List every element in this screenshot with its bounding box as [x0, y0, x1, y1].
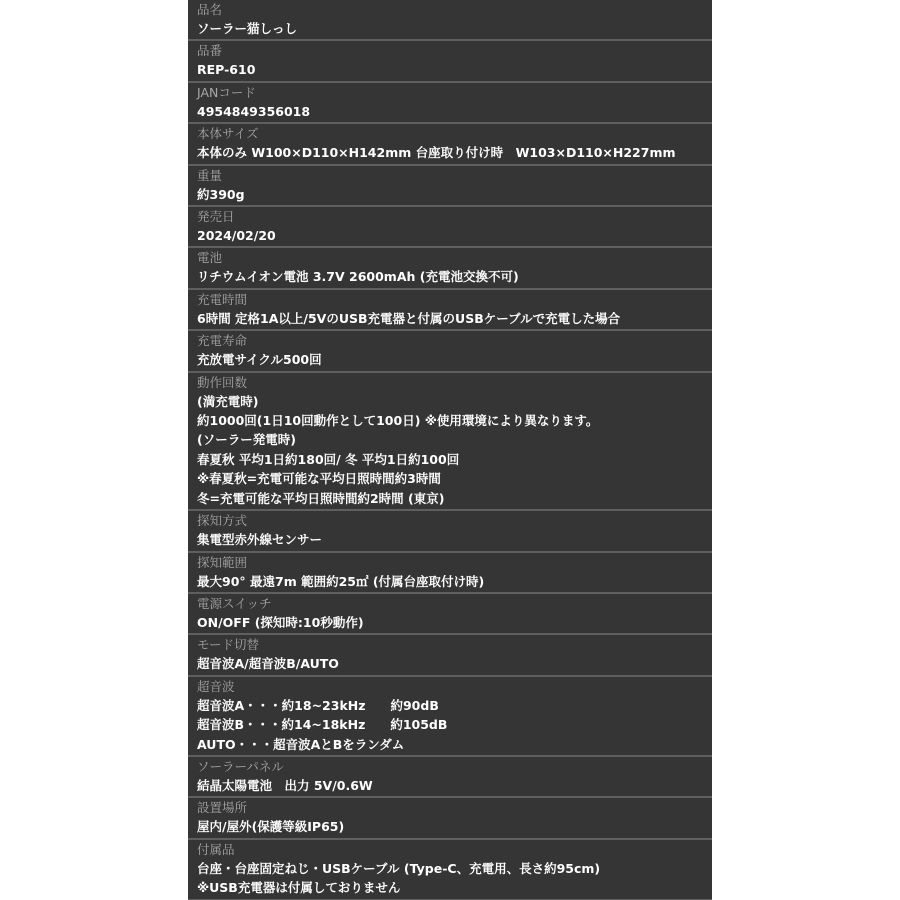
spec-row-solar-panel: [188, 757, 712, 798]
spec-value: [197, 185, 706, 204]
spec-label: 充電寿命: [197, 333, 248, 349]
spec-row-accessories: [188, 840, 712, 900]
spec-value-line: 屋内/屋外(保護等級IP65): [197, 819, 345, 835]
spec-label: 電池: [197, 250, 223, 266]
spec-label: 超音波: [197, 678, 235, 694]
spec-row-ultrasonic: [188, 677, 712, 757]
spec-value-line: 充放電サイクル500回: [197, 352, 322, 368]
spec-value: [197, 530, 706, 549]
spec-value-line: 約1000回(1日10回動作として100日) ※使用環境により異なります。: [197, 413, 599, 429]
spec-value-line: 春夏秋 平均1日約180回/ 冬 平均1日約100回: [197, 451, 460, 467]
spec-row-jan-code: [188, 83, 712, 124]
spec-label: 品名: [197, 2, 223, 17]
spec-value-line: 本体のみ W100×D110×H142mm 台座取り付け時 W103×D110×H227mm: [197, 145, 676, 161]
spec-value: [197, 817, 706, 836]
spec-label: 動作回数: [197, 374, 248, 390]
spec-value-line: 冬=充電可能な平均日照時間約2時間 (東京): [197, 490, 445, 506]
spec-row-weight: [188, 166, 712, 207]
spec-value-line: ※春夏秋=充電可能な平均日照時間約3時間: [197, 471, 441, 487]
spec-value: [197, 102, 706, 121]
spec-label: 付属品: [197, 841, 235, 857]
spec-value-line: (ソーラー発電時): [197, 432, 296, 448]
spec-value: [197, 654, 706, 673]
spec-value: [197, 613, 706, 632]
spec-row-charge-time: [188, 290, 712, 331]
spec-row-battery: [188, 248, 712, 289]
spec-value-line: 6時間 定格1A以上/5VのUSB充電器と付属のUSBケーブルで充電した場合: [197, 310, 621, 326]
spec-value-line: 2024/02/20: [197, 228, 276, 244]
spec-value: [197, 350, 706, 369]
spec-row-installation-location: [188, 798, 712, 839]
spec-row-release-date: [188, 207, 712, 248]
spec-value: [197, 572, 706, 591]
spec-value: [197, 267, 706, 286]
spec-row-model-number: [188, 41, 712, 82]
spec-row-mode-switch: [188, 635, 712, 676]
spec-value-line: ソーラー猫しっし: [197, 21, 298, 36]
spec-label: 探知範囲: [197, 554, 248, 570]
spec-row-detection-range: [188, 553, 712, 594]
spec-value: [197, 143, 706, 162]
spec-label: 品番: [197, 43, 223, 59]
spec-row-power-switch: [188, 594, 712, 635]
spec-row-charge-life: [188, 331, 712, 372]
spec-value-line: 台座・台座固定ねじ・USBケーブル (Type-C、充電用、長さ約95cm): [197, 860, 601, 876]
spec-row-body-size: [188, 124, 712, 165]
spec-value-line: 結晶太陽電池 出力 5V/0.6W: [197, 777, 373, 793]
spec-value-line: 約390g: [197, 186, 245, 202]
spec-value: [197, 392, 706, 508]
spec-label: 発売日: [197, 209, 235, 225]
spec-value: [197, 226, 706, 245]
spec-value-line: 4954849356018: [197, 103, 311, 119]
spec-label: 重量: [197, 167, 223, 183]
spec-label: 設置場所: [197, 800, 248, 816]
spec-value-line: リチウムイオン電池 3.7V 2600mAh (充電池交換不可): [197, 269, 519, 285]
spec-value: [197, 776, 706, 795]
spec-label: 電源スイッチ: [197, 595, 272, 611]
spec-value-line: 超音波A・・・約18~23kHz 約90dB: [197, 697, 439, 713]
spec-label: 本体サイズ: [197, 126, 259, 142]
spec-value: [197, 19, 706, 38]
spec-value-line: 最大90° 最遠7m 範囲約25㎡ (付属台座取付け時): [197, 573, 485, 589]
spec-value: [197, 696, 706, 754]
spec-value-line: 超音波B・・・約14~18kHz 約105dB: [197, 717, 448, 733]
spec-row-product-name: [188, 0, 712, 41]
spec-label: JANコード: [197, 84, 256, 100]
spec-value-line: REP-610: [197, 62, 256, 78]
spec-value-line: 超音波A/超音波B/AUTO: [197, 656, 339, 672]
spec-value: [197, 60, 706, 79]
spec-value: [197, 309, 706, 328]
spec-value-line: (満充電時): [197, 393, 259, 409]
spec-value: [197, 859, 706, 898]
spec-table: [188, 0, 712, 900]
spec-row-operation-count: [188, 373, 712, 511]
spec-label: モード切替: [197, 637, 260, 653]
spec-value-line: ※USB充電器は付属しておりません: [197, 880, 401, 896]
spec-label: 充電時間: [197, 291, 248, 307]
spec-value-line: AUTO・・・超音波AとBをランダム: [197, 736, 405, 752]
spec-value-line: ON/OFF (探知時:10秒動作): [197, 614, 364, 630]
spec-label: ソーラーパネル: [197, 758, 284, 774]
spec-label: 探知方式: [197, 513, 248, 529]
spec-value-line: 集電型赤外線センサー: [197, 532, 323, 548]
spec-row-detection-method: [188, 511, 712, 552]
